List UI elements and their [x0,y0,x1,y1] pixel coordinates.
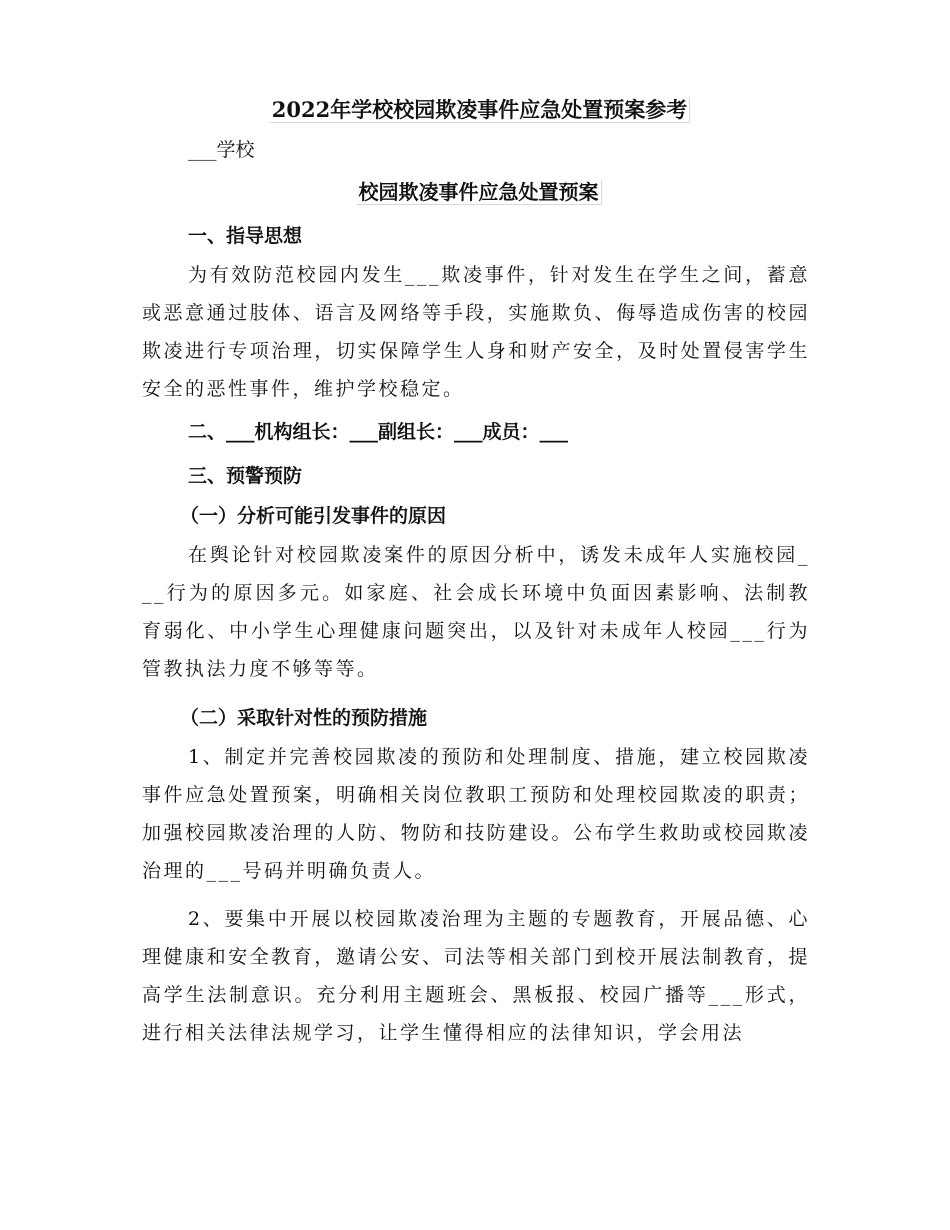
document-title [142,92,810,128]
document-subtitle [142,168,810,216]
paragraph-causes: 在舆论针对校园欺凌案件的原因分析中，诱发未成年人实施校园___行为的原因多元。如家庭、社会成长环境中负面因素影响、法制教育弱化、中小学生心理健康问题突出，以及针对未成年人校园___行为管教执法力度不够等等。 [142,544,810,680]
section-heading-guiding-ideology: 一、指导思想 [188,225,303,247]
school-line: ___学校 [188,139,255,161]
document-subtitle-text: 校园欺凌事件应急处置预案 [357,180,602,205]
section-heading-early-warning: 三、预警预防 [188,465,303,487]
subsection-heading-measures: （二）采取针对性的预防措施 [180,707,428,729]
document-body [142,92,810,1052]
paragraph-guiding-ideology: 为有效防范校园内发生___欺凌事件，针对发生在学生之间，蓄意或恶意通过肢体、语言及网络等手段，实施欺负、侮辱造成伤害的校园欺凌进行专项治理，切实保障学生人身和财产安全，及时处置侵害学生安全的恶性事件，维护学校稳定。 [142,264,810,400]
document-title-text: 2022年学校校园欺凌事件应急处置预案参考 [270,97,690,123]
spacer [142,890,810,900]
section-heading-organization: 二、___机构组长：___副组长：___成员：___ [188,421,569,443]
paragraph-measure-1: 1、制定并完善校园欺凌的预防和处理制度、措施，建立校园欺凌事件应急处置预案，明确相关岗位教职工预防和处理校园欺凌的职责；加强校园欺凌治理的人防、物防和技防建设。公布学生救助或校园欺凌治理的___号码并明确负责人。 [142,746,810,882]
spacer [142,688,810,698]
paragraph-measure-2: 2、要集中开展以校园欺凌治理为主题的专题教育，开展品德、心理健康和安全教育，邀请公安、司法等相关部门到校开展法制教育，提高学生法制意识。充分利用主题班会、黑板报、校园广播等___形式，进行相关法律法规学习，让学生懂得相应的法律知识，学会用法 [142,908,810,1044]
subsection-heading-causes: （一）分析可能引发事件的原因 [180,505,447,527]
